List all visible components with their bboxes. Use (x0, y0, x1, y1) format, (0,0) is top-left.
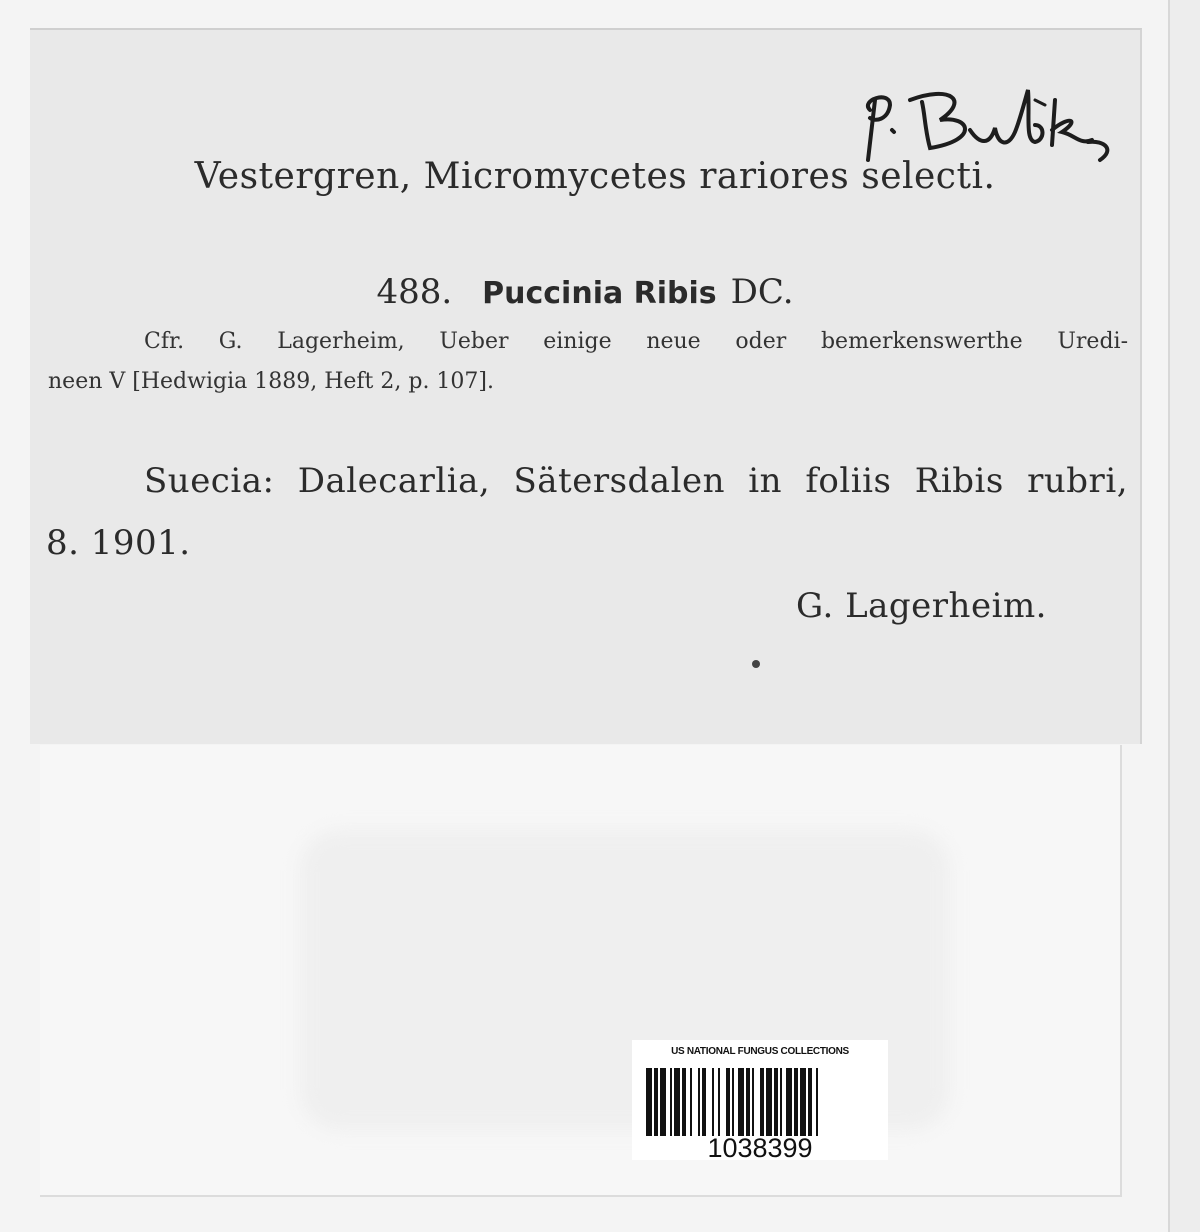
barcode-bar (646, 1068, 652, 1136)
barcode-bar (732, 1068, 734, 1136)
reference-line-2: neen V [Hedwigia 1889, Heft 2, p. 107]. (48, 369, 494, 394)
barcode-bar (816, 1068, 818, 1136)
barcode-bar (786, 1068, 792, 1136)
herbarium-sheet-edge (1168, 0, 1200, 1232)
barcode-icon (646, 1068, 874, 1136)
barcode-bar (698, 1068, 700, 1136)
barcode-bar (712, 1068, 714, 1136)
barcode-bar (660, 1068, 666, 1136)
locality-line-1: Suecia: Dalecarlia, Sätersdalen in foliis Ribis rubri, (144, 461, 1128, 501)
barcode-label (632, 1040, 888, 1163)
locality-text (46, 450, 1128, 574)
reference-line-1: Cfr. G. Lagerheim, Ueber einige neue oder bemerkenswerthe Uredi- (144, 329, 1128, 354)
species-name: Puccinia Ribis (482, 276, 717, 311)
barcode-bar (808, 1068, 812, 1136)
barcode-bar (726, 1068, 730, 1136)
species-authority: DC. (730, 272, 794, 312)
barcode-bar (746, 1068, 750, 1136)
barcode-bar (738, 1068, 744, 1136)
exsiccata-number: 488. (376, 272, 453, 312)
barcode-bar (674, 1068, 680, 1136)
barcode-bar (670, 1068, 672, 1136)
series-title: Vestergren, Micromycetes rariores selecti. (194, 156, 996, 197)
locality-line-2: 8. 1901. (46, 523, 191, 563)
barcode-bar (760, 1068, 764, 1136)
species-heading (30, 272, 1140, 312)
barcode-bar (654, 1068, 658, 1136)
barcode-bar (794, 1068, 798, 1136)
barcode-bar (774, 1068, 778, 1136)
barcode-bar (800, 1068, 806, 1136)
handwritten-signature (830, 60, 1130, 170)
barcode-bar (702, 1068, 706, 1136)
barcode-bar (718, 1068, 720, 1136)
barcode-bar (682, 1068, 686, 1136)
collector-name: G. Lagerheim. (796, 586, 1047, 626)
literature-reference (48, 322, 1128, 402)
barcode-bar (766, 1068, 772, 1136)
herbarium-sheet (40, 745, 1122, 1197)
ink-dot (752, 660, 760, 668)
barcode-number: 1038399 (707, 1133, 813, 1163)
barcode-bar (780, 1068, 782, 1136)
barcode-header: US NATIONAL FUNGUS COLLECTIONS (671, 1046, 849, 1057)
barcode-bar (752, 1068, 754, 1136)
barcode-bar (690, 1068, 692, 1136)
